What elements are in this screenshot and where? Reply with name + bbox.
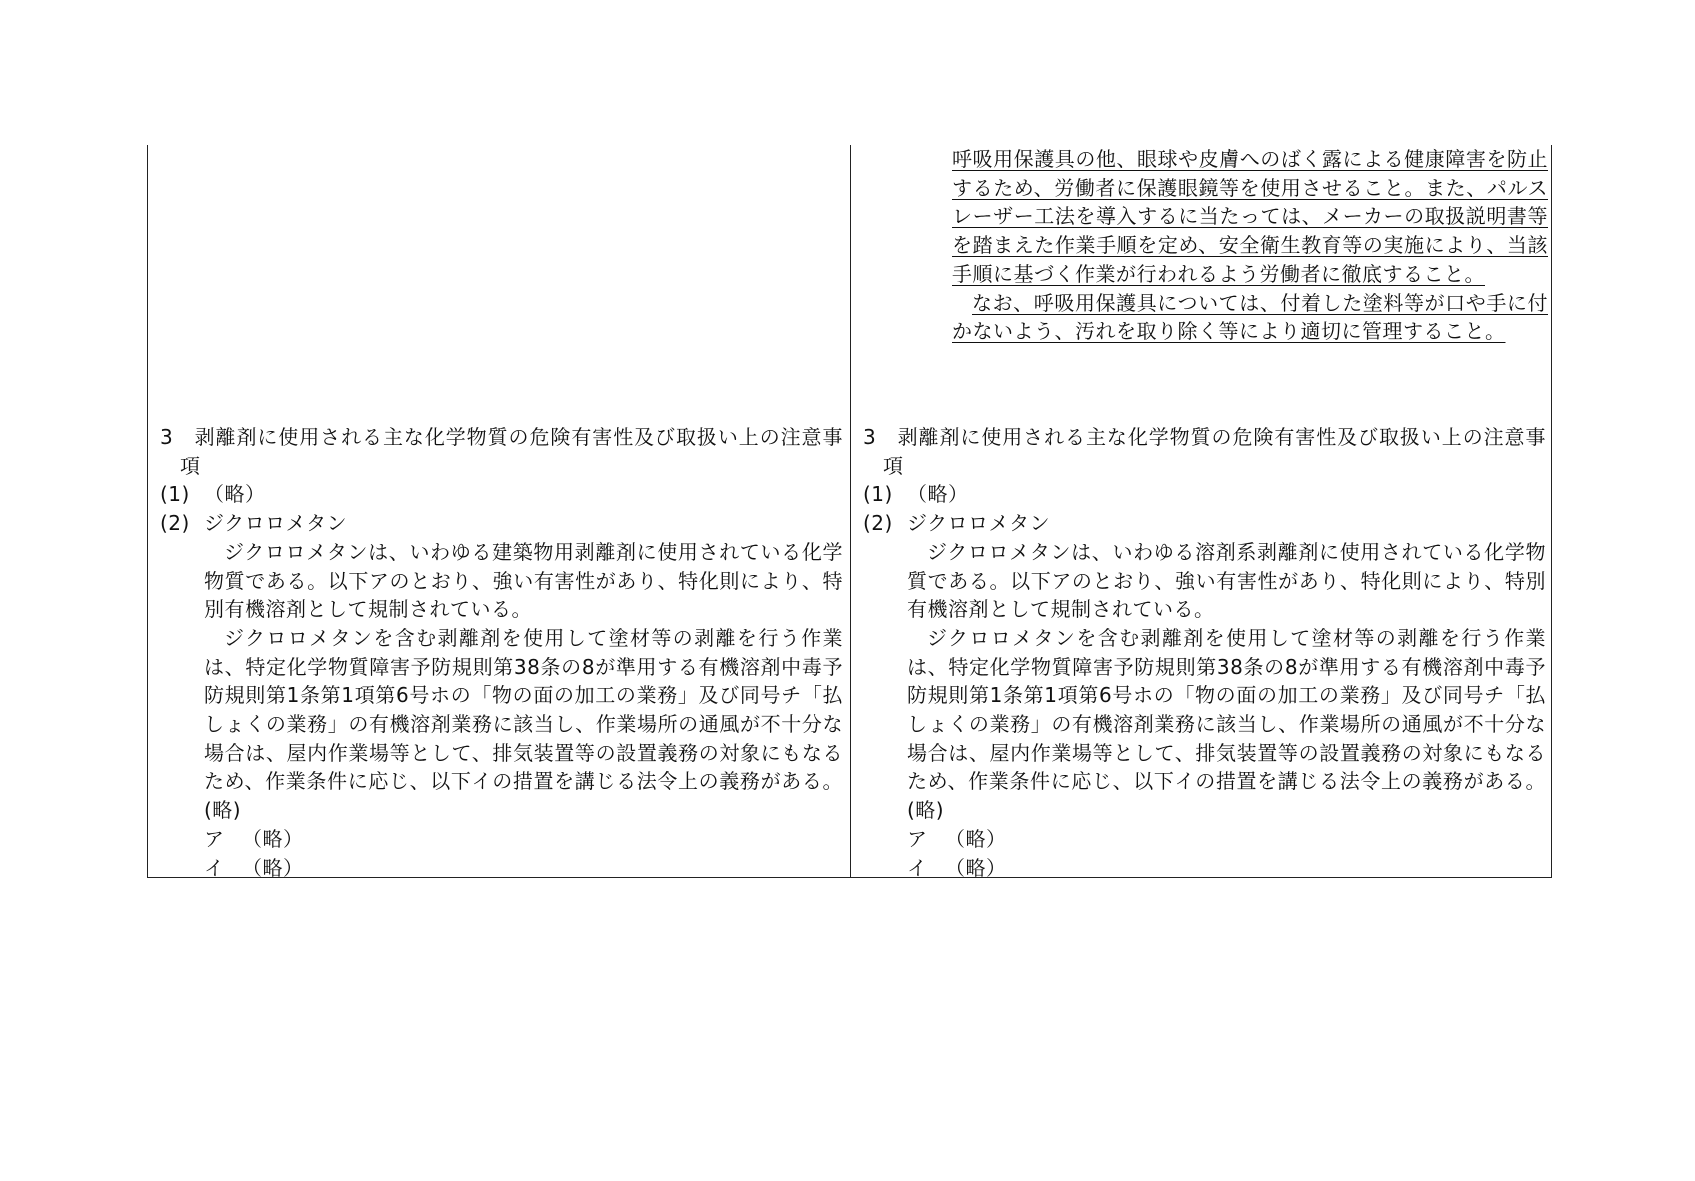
item-text: （略） — [907, 482, 969, 507]
item-text: ジクロロメタン — [204, 511, 348, 536]
sub-item-i — [160, 854, 843, 877]
section-heading: 3 剥離剤に使用される主な化学物質の危険有害性及び取扱い上の注意事項 — [160, 425, 843, 478]
item-number: (2) — [160, 511, 190, 536]
underlined-text: 呼吸用保護具の他、眼球や皮膚へのばく露による健康障害を防止するため、労働者に保護眼鏡等を使用させること。また、パルスレーザー工法を導入するに当たっては、メーカーの取扱説明書等を踏まえた作業手順を定め、安全衛生教育等の実施により、当該手順に基づく作業が行われるよう労働者に徹底すること。 — [952, 147, 1548, 286]
item-number: (1) — [863, 482, 893, 507]
item-2-body — [863, 538, 1546, 825]
sub-item-text: （略） — [242, 826, 304, 851]
section-3-right — [863, 423, 1546, 877]
sub-item-mark: イ — [204, 855, 225, 877]
item-1 — [160, 480, 843, 509]
amendment-paragraph — [952, 145, 1548, 289]
item-number: (2) — [863, 511, 893, 536]
sub-item-a — [160, 825, 843, 854]
sub-item-i — [863, 854, 1546, 877]
sub-item-mark: ア — [204, 826, 225, 851]
sub-item-text: （略） — [945, 826, 1007, 851]
amendment-paragraph — [952, 289, 1548, 346]
paragraph: ジクロロメタンを含む剥離剤を使用して塗材等の剥離を行う作業は、特定化学物質障害予防規則第38条の8が準用する有機溶剤中毒予防規則第1条第1項第6号ホの「物の面の加工の業務」及び同号チ「払しょくの業務」の有機溶剤業務に該当し、作業場所の通風が不十分な場合は、屋内作業場等として、排気装置等の設置義務の対象にもなるため、作業条件に応じ、以下イの措置を講じる法令上の義務がある。(略) — [204, 625, 843, 823]
section-heading: 3 剥離剤に使用される主な化学物質の危険有害性及び取扱い上の注意事項 — [863, 425, 1546, 478]
item-text: ジクロロメタン — [907, 511, 1051, 536]
item-number: (1) — [160, 482, 190, 507]
paragraph: ジクロロメタンは、いわゆる溶剤系剥離剤に使用されている化学物質である。以下アのとおり、強い有害性があり、特化則により、特別有機溶剤として規制されている。 — [907, 539, 1546, 622]
comparison-table — [147, 145, 1552, 878]
sub-item-mark: イ — [907, 855, 928, 877]
item-2-body — [160, 538, 843, 825]
right-column-amended-text — [851, 145, 1551, 877]
item-text: （略） — [204, 482, 266, 507]
item-1 — [863, 480, 1546, 509]
paragraph: ジクロロメタンを含む剥離剤を使用して塗材等の剥離を行う作業は、特定化学物質障害予防規則第38条の8が準用する有機溶剤中毒予防規則第1条第1項第6号ホの「物の面の加工の業務」及び同号チ「払しょくの業務」の有機溶剤業務に該当し、作業場所の通風が不十分な場合は、屋内作業場等として、排気装置等の設置義務の対象にもなるため、作業条件に応じ、以下イの措置を講じる法令上の義務がある。(略) — [907, 625, 1546, 823]
left-column-current-text — [148, 145, 851, 877]
underlined-text: なお、呼吸用保護具については、付着した塗料等が口や手に付かないよう、汚れを取り除く等により適切に管理すること。 — [952, 290, 1548, 344]
amendment-block — [952, 145, 1548, 346]
sub-item-text: （略） — [945, 855, 1007, 877]
sub-item-a — [863, 825, 1546, 854]
sub-item-mark: ア — [907, 826, 928, 851]
paragraph: ジクロロメタンは、いわゆる建築物用剥離剤に使用されている化学物質である。以下アのとおり、強い有害性があり、特化則により、特別有機溶剤として規制されている。 — [204, 539, 843, 622]
item-2 — [863, 509, 1546, 538]
sub-item-text: （略） — [242, 855, 304, 877]
item-2 — [160, 509, 843, 538]
section-3-left — [160, 423, 843, 877]
